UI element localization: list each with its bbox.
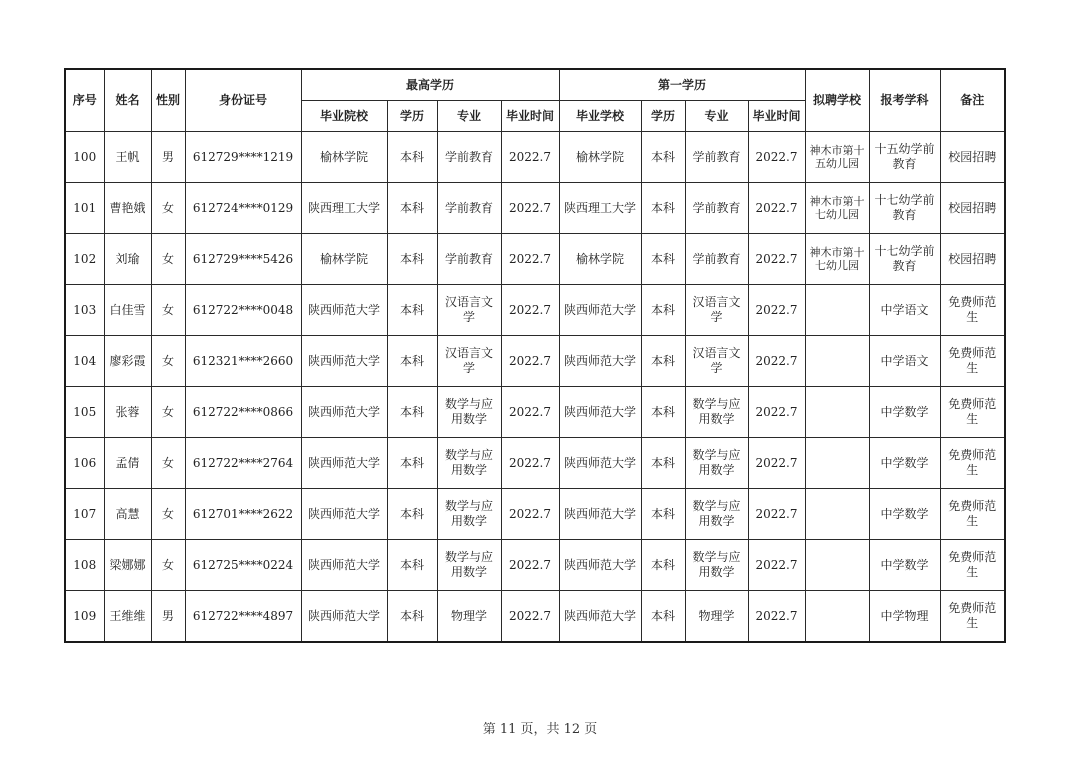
cell-hire-school bbox=[805, 438, 869, 489]
cell-seq: 100 bbox=[65, 132, 104, 183]
cell-gender: 女 bbox=[151, 489, 185, 540]
cell-first-edu: 本科 bbox=[641, 438, 685, 489]
cell-first-time: 2022.7 bbox=[748, 489, 805, 540]
cell-highest-edu: 本科 bbox=[387, 336, 437, 387]
cell-first-major: 学前教育 bbox=[685, 234, 748, 285]
cell-remark: 免费师范生 bbox=[940, 387, 1005, 438]
cell-highest-time: 2022.7 bbox=[501, 387, 559, 438]
cell-first-major: 数学与应用数学 bbox=[685, 438, 748, 489]
cell-subject: 十七幼学前教育 bbox=[869, 234, 940, 285]
cell-id: 612725****0224 bbox=[185, 540, 301, 591]
cell-hire-school bbox=[805, 285, 869, 336]
cell-first-school: 榆林学院 bbox=[559, 234, 641, 285]
table-row bbox=[65, 387, 1005, 438]
header-edu: 学历 bbox=[387, 101, 437, 132]
cell-subject: 十七幼学前教育 bbox=[869, 183, 940, 234]
cell-highest-school: 陕西师范大学 bbox=[301, 489, 387, 540]
cell-first-edu: 本科 bbox=[641, 183, 685, 234]
cell-seq: 101 bbox=[65, 183, 104, 234]
cell-highest-time: 2022.7 bbox=[501, 540, 559, 591]
cell-id: 612722****0866 bbox=[185, 387, 301, 438]
table-row bbox=[65, 540, 1005, 591]
cell-highest-time: 2022.7 bbox=[501, 183, 559, 234]
cell-highest-edu: 本科 bbox=[387, 234, 437, 285]
cell-subject: 中学物理 bbox=[869, 591, 940, 643]
cell-highest-school: 陕西师范大学 bbox=[301, 540, 387, 591]
cell-remark: 校园招聘 bbox=[940, 183, 1005, 234]
cell-highest-major: 数学与应用数学 bbox=[437, 387, 501, 438]
cell-first-major: 学前教育 bbox=[685, 132, 748, 183]
cell-first-edu: 本科 bbox=[641, 336, 685, 387]
table-row bbox=[65, 489, 1005, 540]
header-seq: 序号 bbox=[65, 69, 104, 132]
cell-id: 612722****2764 bbox=[185, 438, 301, 489]
cell-first-time: 2022.7 bbox=[748, 132, 805, 183]
cell-name: 张蓉 bbox=[104, 387, 151, 438]
cell-subject: 中学数学 bbox=[869, 540, 940, 591]
cell-first-school: 陕西师范大学 bbox=[559, 285, 641, 336]
cell-highest-school: 陕西师范大学 bbox=[301, 336, 387, 387]
cell-highest-major: 学前教育 bbox=[437, 132, 501, 183]
cell-subject: 中学数学 bbox=[869, 489, 940, 540]
cell-first-school: 陕西师范大学 bbox=[559, 387, 641, 438]
cell-highest-school: 陕西理工大学 bbox=[301, 183, 387, 234]
roster-table bbox=[64, 68, 1006, 643]
cell-seq: 103 bbox=[65, 285, 104, 336]
cell-highest-school: 陕西师范大学 bbox=[301, 387, 387, 438]
cell-subject: 中学语文 bbox=[869, 336, 940, 387]
cell-highest-school: 榆林学院 bbox=[301, 132, 387, 183]
table-row bbox=[65, 336, 1005, 387]
cell-first-major: 汉语言文学 bbox=[685, 336, 748, 387]
cell-highest-edu: 本科 bbox=[387, 132, 437, 183]
cell-name: 刘瑜 bbox=[104, 234, 151, 285]
cell-highest-school: 陕西师范大学 bbox=[301, 591, 387, 643]
cell-hire-school bbox=[805, 591, 869, 643]
cell-highest-time: 2022.7 bbox=[501, 591, 559, 643]
cell-seq: 102 bbox=[65, 234, 104, 285]
cell-seq: 104 bbox=[65, 336, 104, 387]
cell-highest-time: 2022.7 bbox=[501, 285, 559, 336]
cell-name: 王维维 bbox=[104, 591, 151, 643]
cell-highest-major: 数学与应用数学 bbox=[437, 540, 501, 591]
cell-first-time: 2022.7 bbox=[748, 387, 805, 438]
cell-first-edu: 本科 bbox=[641, 387, 685, 438]
cell-first-major: 汉语言文学 bbox=[685, 285, 748, 336]
cell-subject: 中学数学 bbox=[869, 438, 940, 489]
cell-gender: 女 bbox=[151, 438, 185, 489]
cell-gender: 男 bbox=[151, 132, 185, 183]
header-highest-edu: 最高学历 bbox=[301, 69, 559, 101]
header-first-major: 专业 bbox=[685, 101, 748, 132]
roster-table-container bbox=[64, 68, 1006, 643]
cell-highest-time: 2022.7 bbox=[501, 234, 559, 285]
header-id: 身份证号 bbox=[185, 69, 301, 132]
cell-first-major: 物理学 bbox=[685, 591, 748, 643]
cell-highest-edu: 本科 bbox=[387, 540, 437, 591]
table-row bbox=[65, 438, 1005, 489]
cell-subject: 十五幼学前教育 bbox=[869, 132, 940, 183]
cell-subject: 中学数学 bbox=[869, 387, 940, 438]
cell-seq: 105 bbox=[65, 387, 104, 438]
cell-name: 高慧 bbox=[104, 489, 151, 540]
cell-highest-time: 2022.7 bbox=[501, 336, 559, 387]
cell-highest-time: 2022.7 bbox=[501, 132, 559, 183]
cell-highest-edu: 本科 bbox=[387, 438, 437, 489]
cell-first-major: 数学与应用数学 bbox=[685, 387, 748, 438]
header-gender: 性别 bbox=[151, 69, 185, 132]
cell-first-time: 2022.7 bbox=[748, 591, 805, 643]
cell-first-school: 陕西师范大学 bbox=[559, 591, 641, 643]
cell-first-time: 2022.7 bbox=[748, 438, 805, 489]
cell-id: 612722****0048 bbox=[185, 285, 301, 336]
cell-remark: 免费师范生 bbox=[940, 540, 1005, 591]
page-number: 第 11 页，共 12 页 bbox=[482, 722, 598, 737]
cell-gender: 女 bbox=[151, 285, 185, 336]
cell-id: 612321****2660 bbox=[185, 336, 301, 387]
cell-first-school: 陕西理工大学 bbox=[559, 183, 641, 234]
header-subject: 报考学科 bbox=[869, 69, 940, 132]
cell-id: 612729****5426 bbox=[185, 234, 301, 285]
header-first-grad-time: 毕业时间 bbox=[748, 101, 805, 132]
cell-first-time: 2022.7 bbox=[748, 285, 805, 336]
cell-subject: 中学语文 bbox=[869, 285, 940, 336]
cell-gender: 女 bbox=[151, 234, 185, 285]
cell-highest-time: 2022.7 bbox=[501, 438, 559, 489]
cell-highest-major: 数学与应用数学 bbox=[437, 489, 501, 540]
cell-remark: 免费师范生 bbox=[940, 591, 1005, 643]
cell-first-school: 陕西师范大学 bbox=[559, 540, 641, 591]
cell-first-time: 2022.7 bbox=[748, 234, 805, 285]
table-body bbox=[65, 132, 1005, 643]
cell-seq: 109 bbox=[65, 591, 104, 643]
cell-first-time: 2022.7 bbox=[748, 183, 805, 234]
cell-hire-school: 神木市第十七幼儿园 bbox=[805, 234, 869, 285]
cell-gender: 女 bbox=[151, 387, 185, 438]
header-first-edu-level: 学历 bbox=[641, 101, 685, 132]
header-remark: 备注 bbox=[940, 69, 1005, 132]
cell-hire-school bbox=[805, 540, 869, 591]
table-row bbox=[65, 591, 1005, 643]
cell-seq: 108 bbox=[65, 540, 104, 591]
cell-highest-edu: 本科 bbox=[387, 285, 437, 336]
cell-first-major: 数学与应用数学 bbox=[685, 540, 748, 591]
cell-name: 白佳雪 bbox=[104, 285, 151, 336]
cell-remark: 校园招聘 bbox=[940, 234, 1005, 285]
cell-first-school: 陕西师范大学 bbox=[559, 438, 641, 489]
cell-first-edu: 本科 bbox=[641, 591, 685, 643]
cell-name: 曹艳娥 bbox=[104, 183, 151, 234]
cell-hire-school bbox=[805, 387, 869, 438]
cell-highest-edu: 本科 bbox=[387, 183, 437, 234]
cell-hire-school: 神木市第十七幼儿园 bbox=[805, 183, 869, 234]
cell-highest-major: 学前教育 bbox=[437, 183, 501, 234]
header-first-school: 毕业学校 bbox=[559, 101, 641, 132]
cell-id: 612701****2622 bbox=[185, 489, 301, 540]
cell-seq: 106 bbox=[65, 438, 104, 489]
table-row bbox=[65, 132, 1005, 183]
table-row bbox=[65, 183, 1005, 234]
cell-highest-edu: 本科 bbox=[387, 489, 437, 540]
cell-seq: 107 bbox=[65, 489, 104, 540]
cell-highest-major: 学前教育 bbox=[437, 234, 501, 285]
cell-first-edu: 本科 bbox=[641, 132, 685, 183]
header-row-1 bbox=[65, 69, 1005, 101]
cell-first-major: 数学与应用数学 bbox=[685, 489, 748, 540]
cell-highest-major: 汉语言文学 bbox=[437, 285, 501, 336]
cell-first-time: 2022.7 bbox=[748, 336, 805, 387]
cell-highest-major: 数学与应用数学 bbox=[437, 438, 501, 489]
cell-first-edu: 本科 bbox=[641, 540, 685, 591]
cell-id: 612722****4897 bbox=[185, 591, 301, 643]
table-row bbox=[65, 234, 1005, 285]
cell-highest-time: 2022.7 bbox=[501, 489, 559, 540]
cell-first-school: 陕西师范大学 bbox=[559, 336, 641, 387]
cell-hire-school: 神木市第十五幼儿园 bbox=[805, 132, 869, 183]
cell-highest-school: 榆林学院 bbox=[301, 234, 387, 285]
cell-gender: 女 bbox=[151, 336, 185, 387]
cell-name: 梁娜娜 bbox=[104, 540, 151, 591]
cell-hire-school bbox=[805, 336, 869, 387]
cell-highest-school: 陕西师范大学 bbox=[301, 285, 387, 336]
cell-gender: 男 bbox=[151, 591, 185, 643]
cell-first-edu: 本科 bbox=[641, 285, 685, 336]
header-grad-time: 毕业时间 bbox=[501, 101, 559, 132]
cell-gender: 女 bbox=[151, 540, 185, 591]
cell-highest-major: 物理学 bbox=[437, 591, 501, 643]
cell-first-school: 榆林学院 bbox=[559, 132, 641, 183]
header-grad-school: 毕业院校 bbox=[301, 101, 387, 132]
cell-first-school: 陕西师范大学 bbox=[559, 489, 641, 540]
header-major: 专业 bbox=[437, 101, 501, 132]
cell-highest-edu: 本科 bbox=[387, 387, 437, 438]
cell-remark: 校园招聘 bbox=[940, 132, 1005, 183]
cell-remark: 免费师范生 bbox=[940, 285, 1005, 336]
cell-name: 王帆 bbox=[104, 132, 151, 183]
cell-remark: 免费师范生 bbox=[940, 336, 1005, 387]
cell-gender: 女 bbox=[151, 183, 185, 234]
table-row bbox=[65, 285, 1005, 336]
cell-name: 廖彩霞 bbox=[104, 336, 151, 387]
cell-first-major: 学前教育 bbox=[685, 183, 748, 234]
cell-name: 孟倩 bbox=[104, 438, 151, 489]
cell-first-edu: 本科 bbox=[641, 234, 685, 285]
header-first-edu: 第一学历 bbox=[559, 69, 805, 101]
header-name: 姓名 bbox=[104, 69, 151, 132]
cell-highest-edu: 本科 bbox=[387, 591, 437, 643]
cell-hire-school bbox=[805, 489, 869, 540]
cell-first-edu: 本科 bbox=[641, 489, 685, 540]
cell-remark: 免费师范生 bbox=[940, 438, 1005, 489]
cell-id: 612724****0129 bbox=[185, 183, 301, 234]
header-hire-school: 拟聘学校 bbox=[805, 69, 869, 132]
cell-remark: 免费师范生 bbox=[940, 489, 1005, 540]
cell-id: 612729****1219 bbox=[185, 132, 301, 183]
cell-highest-major: 汉语言文学 bbox=[437, 336, 501, 387]
cell-highest-school: 陕西师范大学 bbox=[301, 438, 387, 489]
cell-first-time: 2022.7 bbox=[748, 540, 805, 591]
